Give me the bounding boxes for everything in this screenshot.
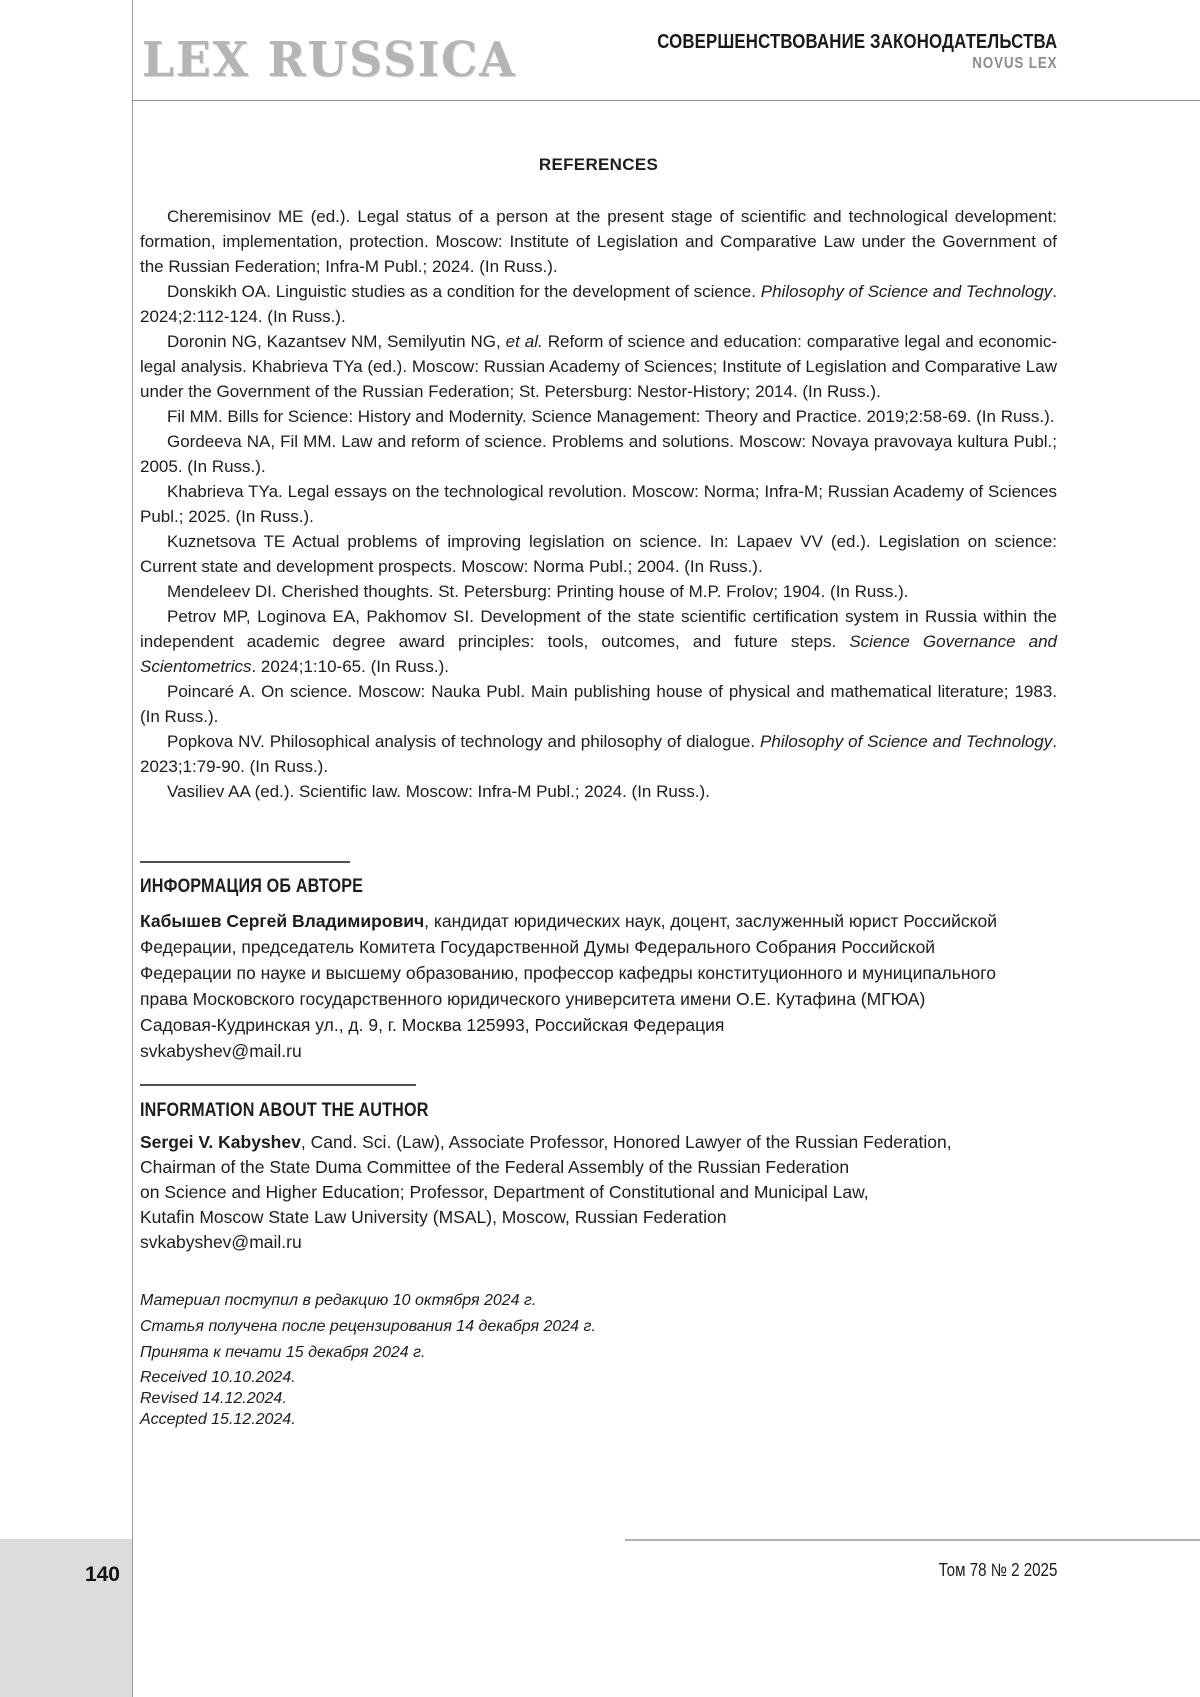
- author-en-line: Chairman of the State Duma Committee of the Federal Assembly of the Russian Federation: [140, 1157, 850, 1177]
- date-received-en: Received 10.10.2024.: [140, 1369, 296, 1386]
- section-rubric-subtitle: NOVUS LEX: [971, 55, 1057, 72]
- author-en-line: on Science and Higher Education; Professor, Department of Constitutional and Municipal Law,: [140, 1182, 869, 1202]
- reference-item: Cheremisinov ME (ed.). Legal status of a person at the present stage of scientific and technological development: formation, implementation, protection. Moscow: Institute of Legislation and Comparative Law under the Government of the Russian Federation; Infra-M Publ.; 2024. (In Russ.).: [140, 207, 1057, 276]
- author-ru-heading: ИНФОРМАЦИЯ ОБ АВТОРЕ: [140, 876, 364, 897]
- author-ru-block: [140, 908, 1070, 1064]
- header-divider-line: [132, 100, 1200, 101]
- date-received-ru: Материал поступил в редакцию 10 октября 2024 г.: [140, 1292, 537, 1309]
- author-ru-line: Садовая-Кудринская ул., д. 9, г. Москва 125993, Российская Федерация: [140, 1015, 725, 1035]
- author-ru-line1-rest: , кандидат юридических наук, доцент, заслуженный юрист Российской: [424, 911, 997, 931]
- date-revised-ru: Статья получена после рецензирования 14 декабря 2024 г.: [140, 1318, 596, 1335]
- reference-item: Popkova NV. Philosophical analysis of technology and philosophy of dialogue. Philosophy of Science and Technology. 2023;1:79-90. (In Russ.).: [140, 732, 1057, 776]
- author-ru-line: Федерации по науке и высшему образованию, профессор кафедры конституционного и муниципального: [140, 963, 997, 983]
- reference-item: Petrov MP, Loginova EA, Pakhomov SI. Development of the state scientific certification system in Russia within the independent academic degree award principles: tools, outcomes, and future steps. Science Governance and Scientometrics. 2024;1:10-65. (In Russ.).: [140, 607, 1057, 676]
- reference-item: Khabrieva TYa. Legal essays on the technological revolution. Moscow: Norma; Infra-M; Russian Academy of Sciences Publ.; 2025. (In Russ.).: [140, 482, 1057, 526]
- author-en-line: [140, 1130, 1070, 1155]
- author-ru-divider-line: [140, 861, 350, 863]
- section-rubric: СОВЕРШЕНСТВОВАНИЕ ЗАКОНОДАТЕЛЬСТВА: [656, 31, 1057, 53]
- journal-logo: LEX RUSSICA: [142, 32, 517, 88]
- reference-item: Kuznetsova TE Actual problems of improving legislation on science. In: Lapaev VV (ed.). Legislation on science: Current state and development prospects. Moscow: Norma Publ.; 2004. (In Russ.).: [140, 532, 1057, 576]
- volume-issue-label: Том 78 № 2 2025: [938, 1560, 1057, 1580]
- reference-item: Vasiliev AA (ed.). Scientific law. Moscow: Infra-M Publ.; 2024. (In Russ.).: [167, 782, 710, 801]
- author-ru-email: svkabyshev@mail.ru: [140, 1041, 302, 1061]
- author-en-email: svkabyshev@mail.ru: [140, 1232, 302, 1252]
- reference-item: Poincaré A. On science. Moscow: Nauka Publ. Main publishing house of physical and mathematical literature; 1983. (In Russ.).: [140, 682, 1057, 726]
- date-accepted-en: Accepted 15.12.2024.: [140, 1411, 296, 1428]
- author-en-divider-line: [140, 1084, 416, 1086]
- author-ru-line: Федерации, председатель Комитета Государственной Думы Федерального Собрания Российской: [140, 937, 936, 957]
- author-ru-line: права Московского государственного юридического университета имени О.Е. Кутафина (МГЮА): [140, 989, 926, 1009]
- author-en-name: Sergei V. Kabyshev: [140, 1132, 301, 1152]
- reference-item: Donskikh OA. Linguistic studies as a condition for the development of science. Philosophy of Science and Technology. 2024;2:112-124. (In Russ.).: [140, 282, 1057, 326]
- footer-divider-line: [625, 1539, 1200, 1541]
- author-en-block: [140, 1130, 1070, 1255]
- reference-item: Doronin NG, Kazantsev NM, Semilyutin NG, et al. Reform of science and education: comparative legal and economic-legal analysis. Khabrieva TYa (ed.). Moscow: Russian Academy of Sciences; Institute of Legislation and Comparative Law under the Government of the Russian Federation; St. Petersburg: Nestor-History; 2014. (In Russ.).: [140, 332, 1058, 401]
- author-ru-line: [140, 908, 1070, 934]
- author-en-line1-rest: , Cand. Sci. (Law), Associate Professor, Honored Lawyer of the Russian Federation,: [300, 1132, 952, 1152]
- date-accepted-ru: Принята к печати 15 декабря 2024 г.: [140, 1344, 426, 1361]
- page-left-border-line: [132, 0, 133, 1697]
- references-list: [140, 204, 1057, 804]
- references-heading: REFERENCES: [538, 155, 659, 174]
- submission-dates-en: [140, 1367, 296, 1430]
- reference-item: Fil MM. Bills for Science: History and Modernity. Science Management: Theory and Practice. 2019;2:58-69. (In Russ.).: [167, 407, 1055, 426]
- author-ru-name: Кабышев Сергей Владимирович: [140, 911, 425, 931]
- author-en-line: Kutafin Moscow State Law University (MSAL), Moscow, Russian Federation: [140, 1207, 727, 1227]
- reference-item: Mendeleev DI. Cherished thoughts. St. Petersburg: Printing house of M.P. Frolov; 1904. (In Russ.).: [167, 582, 909, 601]
- reference-item: Gordeeva NA, Fil MM. Law and reform of science. Problems and solutions. Moscow: Novaya pravovaya kultura Publ.; 2005. (In Russ.).: [140, 432, 1057, 476]
- author-en-heading: INFORMATION ABOUT THE AUTHOR: [140, 1100, 429, 1121]
- date-revised-en: Revised 14.12.2024.: [140, 1390, 287, 1407]
- submission-dates-ru: [140, 1288, 596, 1366]
- page-number: 140: [84, 1563, 120, 1586]
